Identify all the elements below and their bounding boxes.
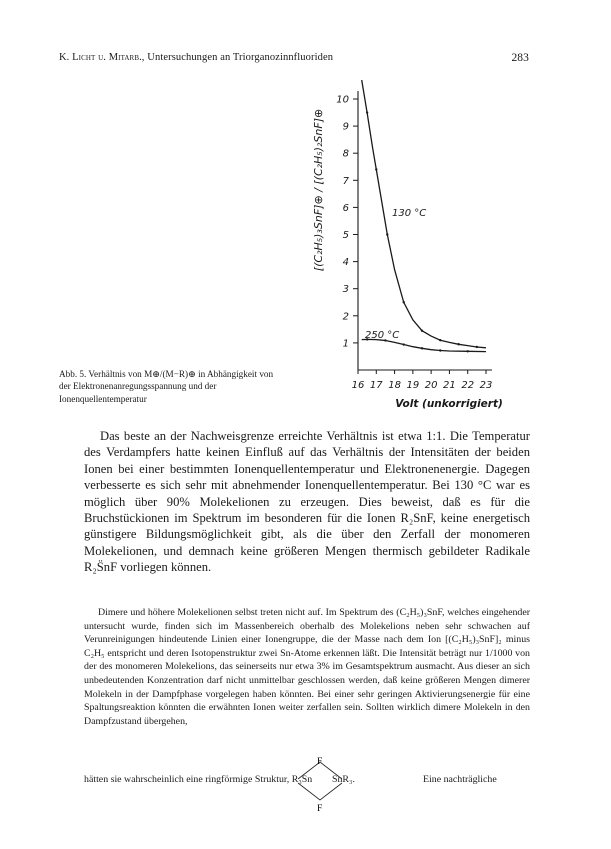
y-tick-label: 3 (342, 284, 349, 296)
x-tick-label: 17 (369, 380, 383, 391)
annotation-250c: 250 °C (365, 330, 400, 341)
ring-structure (84, 756, 530, 816)
figure-caption: Abb. 5. Verhältnis von M⊕/(M−R)⊕ in Abhängigkeit von der Elektronenanregungsspannung und der Ionenquellentemperatur (59, 369, 274, 404)
data-point (439, 339, 441, 341)
data-point (386, 233, 388, 235)
y-tick-label: 5 (342, 230, 349, 241)
data-point (421, 330, 423, 332)
y-tick-label: 9 (342, 121, 349, 133)
page-number: 283 (511, 52, 529, 64)
x-tick-label: 18 (388, 380, 401, 391)
data-point (403, 301, 405, 303)
data-point (457, 343, 459, 345)
data-point (375, 168, 377, 170)
main-paragraph: Das beste an der Nachweisgrenze erreichte Verhältnis ist etwa 1:1. Die Temperatur des Verdampfers hatte keinen Einfluß auf das Verhältnis der Intensitäten der beiden Ionen bei einer bestimmten Ionenquellentemperatur und Elektronenenergie. Dagegen verbesserte es sich sehr mit abnehmender Ionenquellentemperatur. Bei 130 °C war es möglich über 90% Molekelionen zu erzeugen. Dies beweist, daß es für die Bruchstückionen im Spektrum im besonderen für die Ionen R₂SnF, keine energetisch günstigere Bildungsmöglichkeit gibt, als die über den Zerfall der monomeren Molekelionen, und demnach keine größeren Mengen thermisch gebildeter Radikale R₂S̈nF vorliegen können. (84, 429, 530, 575)
x-tick-label: 23 (479, 380, 493, 391)
y-tick-label: 7 (342, 175, 349, 187)
y-tick-label: 6 (342, 202, 349, 214)
small-paragraph: Dimere und höhere Molekelionen selbst treten nicht auf. Im Spektrum des (C₂H₅)₃SnF, welches eingehender untersucht wurde, finden sich im Massenbereich oberhalb des Molekelions neben sehr schwachen auf Verunreinigungen hindeutende Linien einer Ionengruppe, die der Masse nach dem Ion [(C₂H₅)₃SnF]₂ minus C₂H₅ entspricht und deren Isotopenstruktur zwei Sn-Atome erkennen läßt. Die Intensität beträgt nur 1/1000 von der des monomeren Molekelions, das seinerseits nur etwa 3% im Gesamtspektrum ausmacht. Aus dieser an sich unbedeutenden Konzentration darf nicht unmittelbar geschlossen werden, daß keine größeren Mengen dimerer Molekeln in der Dampfphase vorgelegen haben könnten. Bei einer sehr geringen Aktivierungsenergie für eine Spaltungsreaktion könnten die erwähnten Ionen weiter zerfallen sein. Sollten wirklich dimere Molekeln in den Dampfzustand übergehen, (84, 607, 530, 727)
y-tick-label: 4 (342, 257, 349, 269)
structure-sn-right: SnR₃. (332, 774, 355, 785)
y-tick-label: 1 (342, 338, 349, 350)
structure-text-after: Eine nachträgliche (423, 774, 497, 785)
small-text (84, 606, 530, 728)
structure-text-before: hätten sie wahrscheinlich eine ringförmige Struktur, R₃Sn (84, 774, 313, 785)
annotation-130c: 130 °C (392, 208, 427, 219)
x-tick-label: 16 (351, 380, 365, 391)
x-tick-label: 21 (443, 380, 456, 391)
y-tick-label: 10 (336, 94, 349, 106)
structure-line (84, 756, 530, 816)
ring-atom-top: F (317, 757, 323, 767)
x-tick-label: 22 (461, 380, 475, 391)
ring-bond-bottom (298, 783, 342, 800)
data-point (403, 343, 405, 345)
x-tick-label: 19 (406, 380, 420, 391)
data-point (476, 346, 478, 348)
header-authors: K. Licht u. Mitarb., (59, 52, 145, 63)
y-tick-label: 2 (342, 311, 349, 323)
y-axis-label: [(C₂H₅)₃SnF]⊕ / [(C₂H₅)₂SnF]⊕ (312, 108, 325, 272)
y-tick-label: 8 (342, 148, 349, 160)
main-text (84, 428, 530, 576)
header-title: Untersuchungen an Triorganozinnfluoriden (147, 52, 334, 63)
data-point (421, 347, 423, 349)
ring-atom-bottom: F (317, 804, 323, 814)
data-point (467, 350, 469, 352)
data-point (439, 349, 441, 351)
x-axis-label: Volt (unkorrigiert) (395, 398, 503, 410)
x-tick-label: 20 (424, 380, 438, 391)
data-point (366, 111, 368, 113)
